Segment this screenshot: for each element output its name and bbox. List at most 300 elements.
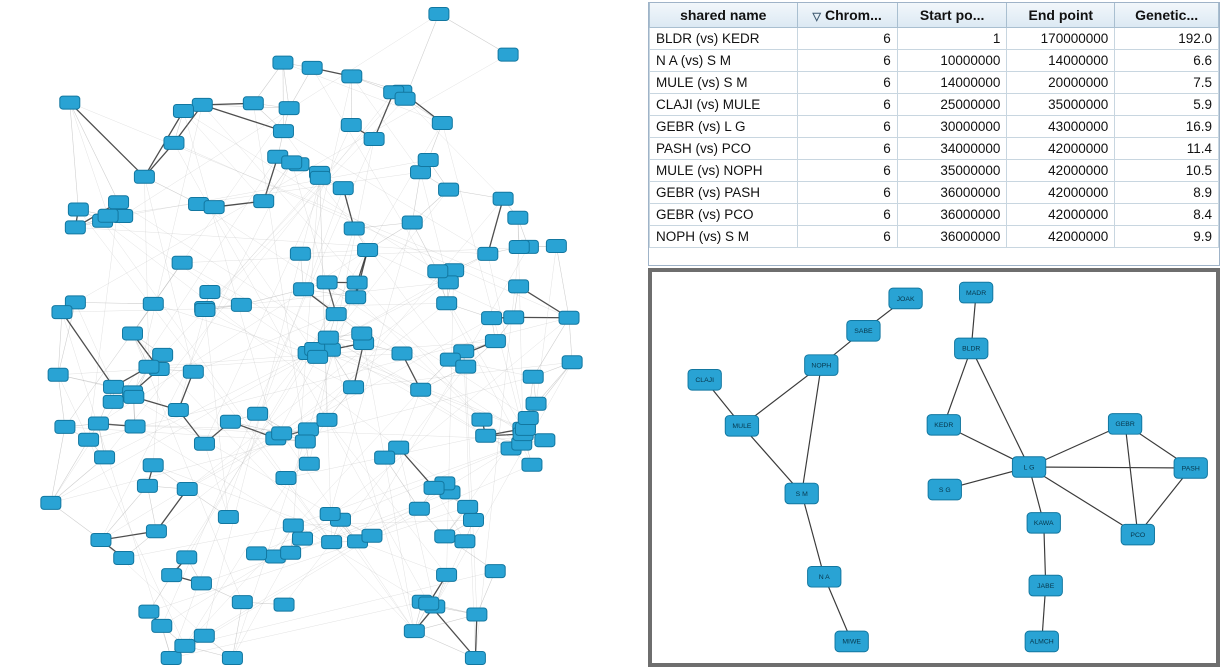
node-shape	[320, 507, 340, 520]
network-edge[interactable]	[202, 105, 482, 420]
node-shape	[463, 514, 483, 527]
network-node[interactable]	[955, 338, 988, 359]
network-node[interactable]	[342, 70, 362, 83]
node-shape	[173, 105, 193, 118]
node-label: PASH	[1181, 465, 1200, 473]
node-shape	[68, 203, 88, 216]
network-node[interactable]	[161, 652, 181, 665]
network-node[interactable]	[194, 437, 214, 450]
network-edge[interactable]	[70, 103, 145, 177]
network-node[interactable]	[247, 547, 267, 560]
network-node[interactable]	[254, 195, 274, 208]
table-cell-start: 36000000	[897, 226, 1007, 248]
network-node[interactable]	[168, 404, 188, 417]
network-node[interactable]	[472, 413, 492, 426]
table-row[interactable]	[650, 94, 1219, 116]
network-node[interactable]	[173, 105, 193, 118]
network-node[interactable]	[231, 298, 251, 311]
network-node[interactable]	[175, 639, 195, 652]
node-shape	[294, 283, 314, 296]
network-edge[interactable]	[144, 177, 193, 372]
network-node[interactable]	[272, 427, 292, 440]
node-label: MULE	[732, 423, 752, 431]
network-node[interactable]	[98, 209, 118, 222]
network-node[interactable]	[927, 415, 960, 436]
node-shape	[41, 496, 61, 509]
network-node[interactable]	[103, 395, 123, 408]
network-node[interactable]	[535, 434, 555, 447]
table-cell-genetic: 9.9	[1115, 226, 1219, 248]
node-shape	[419, 597, 439, 610]
network-edge[interactable]	[412, 172, 420, 222]
network-node[interactable]	[192, 98, 212, 111]
network-node[interactable]	[493, 192, 513, 205]
network-node[interactable]	[485, 565, 505, 578]
network-edge[interactable]	[971, 348, 1029, 467]
table-cell-end: 42000000	[1007, 138, 1115, 160]
node-shape	[478, 247, 498, 260]
node-shape	[95, 451, 115, 464]
network-node[interactable]	[455, 535, 475, 548]
network-node[interactable]	[146, 525, 166, 538]
network-edge[interactable]	[291, 492, 450, 552]
network-node[interactable]	[48, 368, 68, 381]
table-row[interactable]	[650, 160, 1219, 182]
node-shape	[482, 312, 502, 325]
network-node[interactable]	[139, 360, 159, 373]
network-node[interactable]	[139, 605, 159, 618]
network-node[interactable]	[114, 551, 134, 564]
network-edge[interactable]	[374, 92, 394, 139]
network-node[interactable]	[172, 256, 192, 269]
node-label: KAWA	[1033, 520, 1054, 528]
network-node[interactable]	[125, 420, 145, 433]
node-shape	[322, 536, 342, 549]
network-edge[interactable]	[1125, 424, 1138, 535]
edge-layer	[705, 293, 1191, 642]
network-node[interactable]	[310, 171, 330, 184]
node-label: N A	[818, 574, 830, 582]
network-node[interactable]	[333, 182, 353, 195]
network-node[interactable]	[134, 170, 154, 183]
table-row[interactable]	[650, 138, 1219, 160]
network-node[interactable]	[808, 566, 841, 587]
network-edge[interactable]	[58, 375, 65, 427]
network-node[interactable]	[485, 335, 505, 348]
network-node[interactable]	[95, 451, 115, 464]
network-node[interactable]	[437, 297, 457, 310]
network-node[interactable]	[465, 652, 485, 665]
network-node[interactable]	[200, 285, 220, 298]
network-node[interactable]	[60, 96, 80, 109]
table-row[interactable]	[650, 116, 1219, 138]
network-edge[interactable]	[556, 246, 569, 318]
network-node[interactable]	[509, 280, 529, 293]
network-node[interactable]	[232, 596, 252, 609]
node-shape	[177, 483, 197, 496]
network-node[interactable]	[347, 276, 367, 289]
table-cell-chrom: 6	[797, 50, 897, 72]
network-node[interactable]	[411, 383, 431, 396]
network-edge[interactable]	[75, 302, 113, 386]
node-shape	[467, 608, 487, 621]
network-edge[interactable]	[283, 63, 284, 131]
network-edge[interactable]	[132, 333, 414, 631]
node-label: MADR	[966, 289, 987, 297]
network-edge[interactable]	[202, 105, 283, 131]
node-shape	[195, 304, 215, 317]
network-node[interactable]	[411, 166, 431, 179]
network-edge[interactable]	[327, 420, 447, 575]
network-node[interactable]	[508, 211, 528, 224]
network-node[interactable]	[518, 411, 538, 424]
network-node[interactable]	[204, 201, 224, 214]
node-shape	[194, 437, 214, 450]
network-node[interactable]	[194, 629, 214, 642]
table-cell-start: 25000000	[897, 94, 1007, 116]
network-node[interactable]	[143, 297, 163, 310]
table-row[interactable]	[650, 28, 1219, 50]
network-edge[interactable]	[153, 304, 308, 353]
node-shape	[546, 239, 566, 252]
network-edge[interactable]	[153, 369, 159, 465]
network-node[interactable]	[476, 429, 496, 442]
network-edge[interactable]	[123, 14, 439, 216]
network-edge[interactable]	[802, 493, 825, 576]
network-edge[interactable]	[412, 223, 438, 272]
table-row[interactable]	[650, 50, 1219, 72]
network-node[interactable]	[177, 483, 197, 496]
network-node[interactable]	[429, 8, 449, 21]
column-header-chromosome[interactable]	[797, 3, 897, 28]
table-cell-start: 30000000	[897, 116, 1007, 138]
network-node[interactable]	[959, 282, 992, 303]
network-edge[interactable]	[144, 177, 149, 367]
network-node[interactable]	[243, 97, 263, 110]
node-shape	[509, 241, 529, 254]
filter-icon[interactable]: ▽	[812, 10, 821, 23]
network-node[interactable]	[424, 481, 444, 494]
network-node[interactable]	[498, 48, 518, 61]
network-edge[interactable]	[351, 76, 352, 125]
network-node[interactable]	[283, 519, 303, 532]
network-edge[interactable]	[1029, 467, 1191, 468]
network-edge[interactable]	[70, 103, 79, 210]
node-shape	[317, 413, 337, 426]
table-cell-name: MULE (vs) NOPH	[650, 160, 798, 182]
table-cell-genetic: 11.4	[1115, 138, 1219, 160]
node-layer	[41, 8, 582, 665]
network-node[interactable]	[294, 283, 314, 296]
network-edge[interactable]	[62, 303, 447, 312]
network-edge[interactable]	[488, 199, 503, 254]
network-node[interactable]	[298, 423, 318, 436]
network-edge[interactable]	[293, 520, 473, 525]
network-node[interactable]	[928, 479, 961, 500]
node-shape	[411, 383, 431, 396]
network-node[interactable]	[91, 534, 111, 547]
network-node[interactable]	[428, 265, 448, 278]
network-node[interactable]	[805, 355, 838, 376]
table-cell-genetic: 5.9	[1115, 94, 1219, 116]
node-label: JOAK	[896, 295, 915, 303]
network-edge[interactable]	[62, 312, 114, 387]
table-cell-chrom: 6	[797, 204, 897, 226]
node-shape	[65, 221, 85, 234]
network-edge[interactable]	[232, 602, 242, 658]
network-node[interactable]	[164, 136, 184, 149]
network-node[interactable]	[482, 312, 502, 325]
node-shape	[137, 479, 157, 492]
network-node[interactable]	[52, 306, 72, 319]
node-shape	[134, 170, 154, 183]
network-node[interactable]	[1174, 458, 1207, 479]
network-node[interactable]	[847, 321, 880, 342]
network-node[interactable]	[467, 608, 487, 621]
column-header-genetic[interactable]	[1115, 3, 1219, 28]
node-shape	[273, 56, 293, 69]
network-edge[interactable]	[356, 297, 482, 419]
network-node[interactable]	[326, 308, 346, 321]
network-node[interactable]	[362, 529, 382, 542]
network-edge[interactable]	[362, 333, 385, 457]
table-cell-chrom: 6	[797, 28, 897, 50]
network-node[interactable]	[281, 546, 301, 559]
network-node[interactable]	[1029, 575, 1062, 596]
network-node[interactable]	[302, 61, 322, 74]
node-shape	[498, 48, 518, 61]
network-edge[interactable]	[204, 444, 228, 517]
table-cell-end: 35000000	[1007, 94, 1115, 116]
network-node[interactable]	[375, 451, 395, 464]
network-node[interactable]	[218, 511, 238, 524]
network-node[interactable]	[88, 417, 108, 430]
column-header-end-point[interactable]	[1007, 3, 1115, 28]
node-shape	[139, 605, 159, 618]
network-node[interactable]	[395, 92, 415, 105]
network-node[interactable]	[432, 116, 452, 129]
table-row[interactable]	[650, 226, 1219, 248]
node-shape	[341, 118, 361, 131]
node-shape	[183, 365, 203, 378]
node-shape	[395, 92, 415, 105]
network-node[interactable]	[220, 415, 240, 428]
network-node[interactable]	[341, 118, 361, 131]
network-edge[interactable]	[105, 92, 394, 457]
node-shape	[439, 183, 459, 196]
network-node[interactable]	[222, 652, 242, 665]
network-node[interactable]	[504, 311, 524, 324]
node-shape	[231, 298, 251, 311]
node-shape	[344, 222, 364, 235]
node-shape	[404, 625, 424, 638]
network-node[interactable]	[65, 221, 85, 234]
network-node[interactable]	[183, 365, 203, 378]
network-edge[interactable]	[466, 367, 477, 615]
network-node[interactable]	[317, 276, 337, 289]
sub-network-canvas[interactable]	[652, 272, 1216, 663]
node-shape	[456, 360, 476, 373]
network-node[interactable]	[1121, 524, 1154, 545]
network-node[interactable]	[1108, 414, 1141, 435]
network-node[interactable]	[55, 420, 75, 433]
node-shape	[124, 390, 144, 403]
node-shape	[243, 97, 263, 110]
network-node[interactable]	[79, 433, 99, 446]
node-shape	[326, 308, 346, 321]
network-edge[interactable]	[183, 111, 263, 201]
network-node[interactable]	[418, 154, 438, 167]
network-node[interactable]	[688, 370, 721, 391]
network-node[interactable]	[358, 244, 378, 257]
node-shape	[465, 652, 485, 665]
network-edge[interactable]	[58, 312, 62, 375]
network-node[interactable]	[562, 356, 582, 369]
network-edge[interactable]	[75, 227, 487, 254]
table-row[interactable]	[650, 204, 1219, 226]
node-shape	[168, 404, 188, 417]
table-cell-end: 20000000	[1007, 72, 1115, 94]
node-shape	[114, 551, 134, 564]
network-node[interactable]	[344, 381, 364, 394]
network-node[interactable]	[889, 288, 922, 309]
network-edge[interactable]	[75, 302, 153, 303]
network-node[interactable]	[352, 327, 372, 340]
network-node[interactable]	[68, 203, 88, 216]
network-node[interactable]	[282, 156, 302, 169]
network-edge[interactable]	[183, 111, 437, 271]
network-node[interactable]	[1012, 457, 1045, 478]
node-shape	[143, 459, 163, 472]
table-row[interactable]	[650, 72, 1219, 94]
node-label: GEBR	[1115, 421, 1135, 429]
network-node[interactable]	[299, 457, 319, 470]
network-node[interactable]	[293, 532, 313, 545]
network-node[interactable]	[177, 551, 197, 564]
network-node[interactable]	[463, 514, 483, 527]
network-node[interactable]	[152, 619, 172, 632]
network-node[interactable]	[122, 327, 142, 340]
network-edge[interactable]	[70, 103, 119, 203]
network-node[interactable]	[41, 496, 61, 509]
node-shape	[279, 102, 299, 115]
network-node[interactable]	[308, 350, 328, 363]
network-node[interactable]	[322, 536, 342, 549]
table-cell-chrom: 6	[797, 72, 897, 94]
network-node[interactable]	[290, 247, 310, 260]
node-shape	[437, 568, 457, 581]
network-node[interactable]	[346, 291, 366, 304]
network-node[interactable]	[559, 311, 579, 324]
node-shape	[293, 532, 313, 545]
network-node[interactable]	[725, 416, 758, 437]
network-node[interactable]	[273, 56, 293, 69]
network-node[interactable]	[276, 472, 296, 485]
node-shape	[358, 244, 378, 257]
network-node[interactable]	[392, 347, 412, 360]
network-node[interactable]	[109, 196, 129, 209]
table-cell-genetic: 10.5	[1115, 160, 1219, 182]
network-node[interactable]	[409, 502, 429, 515]
table-cell-start: 35000000	[897, 160, 1007, 182]
table-row[interactable]	[650, 182, 1219, 204]
network-edge[interactable]	[185, 571, 495, 646]
edge-table-panel[interactable]	[648, 2, 1220, 266]
column-header-start-point[interactable]	[897, 3, 1007, 28]
network-node[interactable]	[458, 500, 478, 513]
network-edge[interactable]	[70, 103, 108, 216]
node-shape	[310, 171, 330, 184]
network-node[interactable]	[295, 435, 315, 448]
node-shape	[48, 368, 68, 381]
node-shape	[364, 132, 384, 145]
network-node[interactable]	[143, 459, 163, 472]
network-node[interactable]	[439, 183, 459, 196]
network-node[interactable]	[273, 125, 293, 138]
network-node[interactable]	[162, 569, 182, 582]
network-edge[interactable]	[944, 348, 971, 424]
network-node[interactable]	[435, 530, 455, 543]
node-shape	[177, 551, 197, 564]
network-node[interactable]	[344, 222, 364, 235]
network-edge[interactable]	[356, 250, 368, 297]
network-node[interactable]	[404, 625, 424, 638]
network-node[interactable]	[318, 331, 338, 344]
node-label: L G	[1023, 464, 1035, 472]
network-edge[interactable]	[802, 365, 822, 493]
column-header-shared-name[interactable]	[650, 3, 798, 28]
network-edge[interactable]	[399, 390, 421, 448]
network-node[interactable]	[419, 597, 439, 610]
network-node[interactable]	[195, 304, 215, 317]
network-node[interactable]	[526, 397, 546, 410]
network-node[interactable]	[104, 380, 124, 393]
network-node[interactable]	[248, 407, 268, 420]
node-label: BLDR	[962, 345, 981, 353]
node-shape	[518, 411, 538, 424]
network-node[interactable]	[1025, 631, 1058, 652]
network-node[interactable]	[320, 507, 340, 520]
network-node[interactable]	[124, 390, 144, 403]
node-label: NOPH	[811, 362, 832, 370]
network-node[interactable]	[402, 216, 422, 229]
network-node[interactable]	[274, 598, 294, 611]
sub-network-view[interactable]	[648, 268, 1220, 667]
network-node[interactable]	[835, 631, 868, 652]
network-node[interactable]	[1027, 513, 1060, 534]
network-node[interactable]	[546, 239, 566, 252]
network-node[interactable]	[191, 577, 211, 590]
network-node[interactable]	[137, 479, 157, 492]
node-shape	[218, 511, 238, 524]
network-node[interactable]	[279, 102, 299, 115]
network-node[interactable]	[509, 241, 529, 254]
node-shape	[559, 311, 579, 324]
network-node[interactable]	[153, 348, 173, 361]
network-node[interactable]	[785, 483, 818, 504]
network-edge[interactable]	[439, 14, 508, 55]
network-node[interactable]	[456, 360, 476, 373]
network-node[interactable]	[317, 413, 337, 426]
network-node[interactable]	[437, 568, 457, 581]
node-shape	[535, 434, 555, 447]
network-node[interactable]	[364, 132, 384, 145]
network-node[interactable]	[478, 247, 498, 260]
network-node[interactable]	[522, 458, 542, 471]
node-shape	[418, 154, 438, 167]
table-cell-start: 36000000	[897, 204, 1007, 226]
network-node[interactable]	[523, 370, 543, 383]
